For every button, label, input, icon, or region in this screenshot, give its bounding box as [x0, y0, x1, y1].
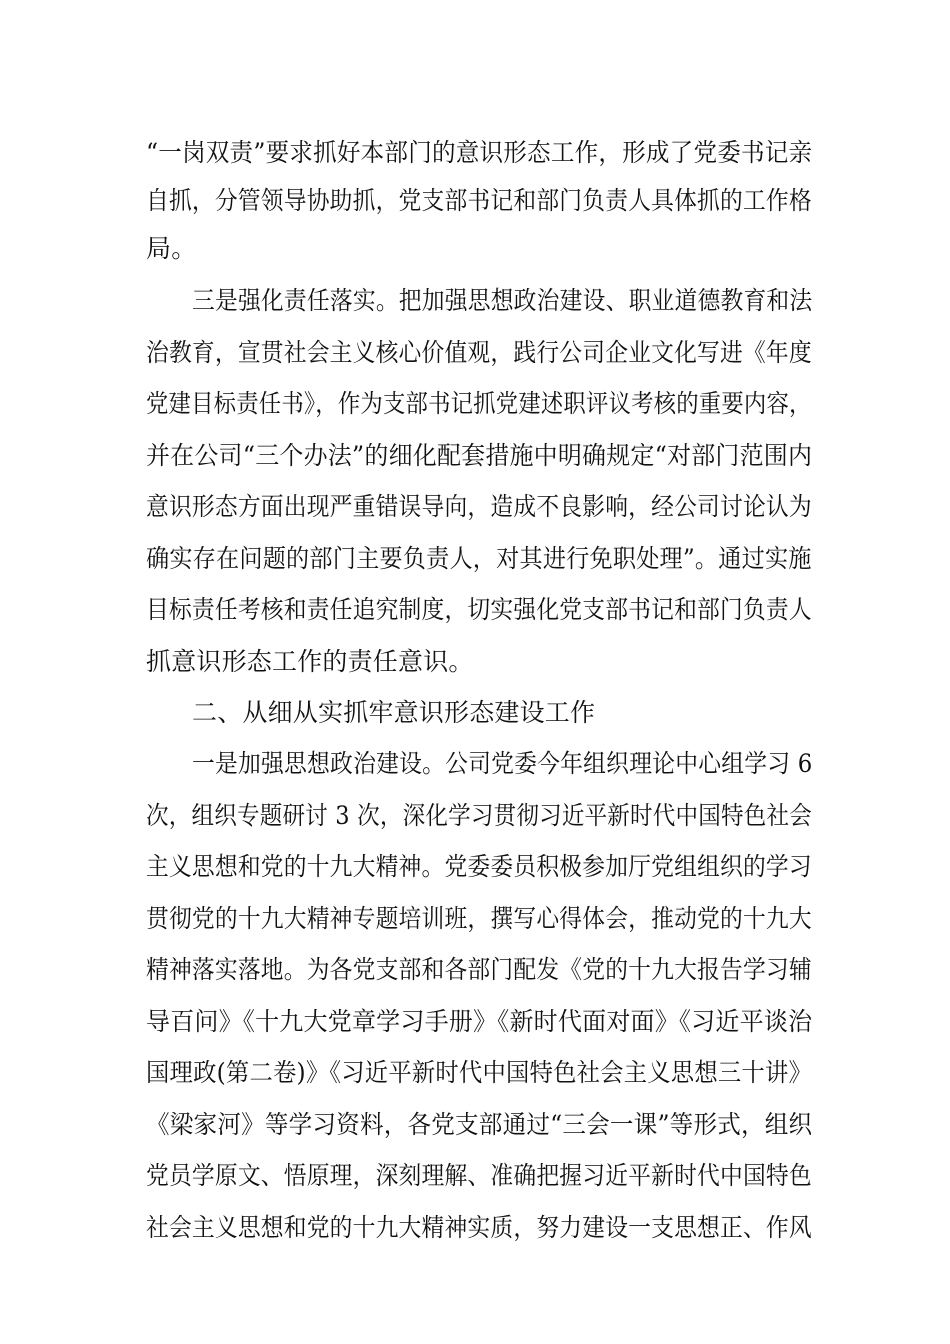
text-line: 贯彻党的十九大精神专题培训班，撰写心得体会，推动党的十九大: [146, 904, 812, 933]
text-line: 党员学原文、悟原理，深刻理解、准确把握习近平新时代中国特色: [146, 1161, 812, 1190]
text-line: 国理政(第二卷)》《习近平新时代中国特色社会主义思想三十讲》: [146, 1058, 813, 1087]
text-line: 并在公司“三个办法”的细化配套措施中明确规定“对部门范围内: [146, 441, 813, 470]
text-line: 确实存在问题的部门主要负责人，对其进行免职处理”。通过实施: [146, 544, 812, 573]
text-line: 主义思想和党的十九大精神。党委委员积极参加厅党组组织的学习: [146, 852, 812, 881]
text-line: 治教育，宣贯社会主义核心价值观，践行公司企业文化写进《年度: [146, 338, 812, 367]
text-line: 《梁家河》等学习资料，各党支部通过“三会一课”等形式，组织: [146, 1110, 813, 1139]
text-line: 精神落实落地。为各党支部和各部门配发《党的十九大报告学习辅: [146, 955, 812, 984]
text-line: 导百问》《十九大党章学习手册》《新时代面对面》《习近平谈治: [146, 1007, 813, 1036]
paragraph-start-line: 一是加强思想政治建设。公司党委今年组织理论中心组学习 6: [192, 749, 813, 778]
text-line: 自抓，分管领导协助抓，党支部书记和部门负责人具体抓的工作格: [146, 186, 812, 215]
text-line: 抓意识形态工作的责任意识。: [146, 647, 474, 676]
text-line: 党建目标责任书》，作为支部书记抓党建述职评议考核的重要内容，: [146, 389, 812, 418]
text-line: 社会主义思想和党的十九大精神实质，努力建设一支思想正、作风: [146, 1213, 812, 1242]
text-line: 局。: [146, 234, 197, 263]
paragraph-start-line: 三是强化责任落实。把加强思想政治建设、职业道德教育和法: [192, 286, 813, 315]
text-line: “一岗双责”要求抓好本部门的意识形态工作，形成了党委书记亲: [146, 138, 813, 167]
text-line: 目标责任考核和责任追究制度，切实强化党支部书记和部门负责人: [146, 595, 812, 624]
text-line: 意识形态方面出现严重错误导向，造成不良影响，经公司讨论认为: [146, 492, 812, 521]
text-line: 次，组织专题研讨 3 次，深化学习贯彻习近平新时代中国特色社会: [146, 801, 812, 830]
section-heading: 二、从细从实抓牢意识形态建设工作: [192, 698, 596, 727]
